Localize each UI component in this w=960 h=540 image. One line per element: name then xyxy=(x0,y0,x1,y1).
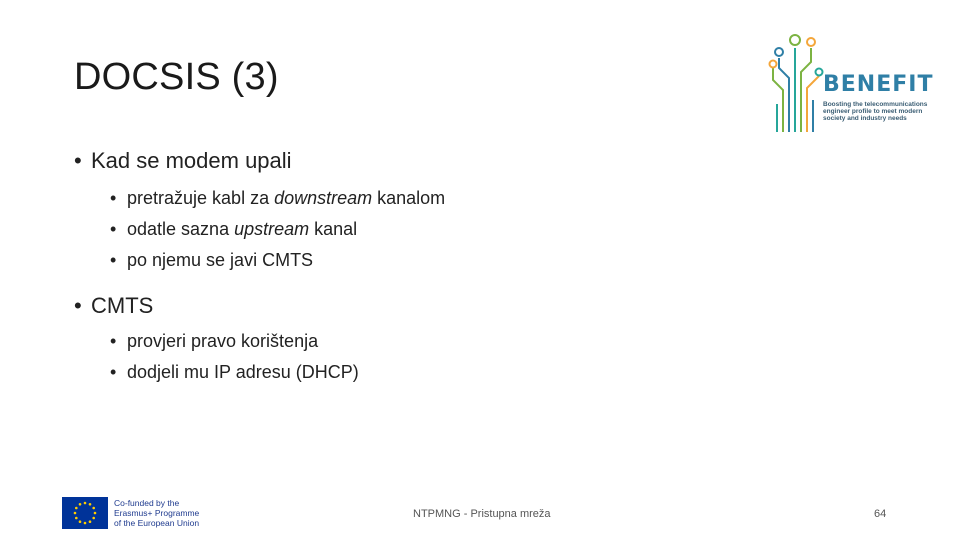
circuit-tree-icon xyxy=(765,28,825,132)
bullet-list xyxy=(74,148,774,391)
bullet-level2: • po njemu se javi CMTS xyxy=(74,248,774,279)
eu-badge-text: Co-funded by the Erasmus+ Programme of the European Union xyxy=(114,498,200,528)
bullet-level2: • pretražuje kabl za downstream kanalom xyxy=(74,186,774,217)
logo-wordmark: BENEFIT xyxy=(823,72,934,97)
bullet-level2: • provjeri pravo korištenja xyxy=(74,329,774,360)
bullet-level1: • Kad se modem upali xyxy=(74,148,774,176)
footer-text: NTPMNG - Pristupna mreža xyxy=(413,508,551,520)
bullet-level1: • CMTS xyxy=(74,293,774,321)
page-number: 64 xyxy=(874,508,887,520)
eu-flag-icon xyxy=(62,497,108,529)
slide-title: DOCSIS (3) xyxy=(74,56,279,98)
bullet-level2: • dodjeli mu IP adresu (DHCP) xyxy=(74,360,774,391)
benefit-logo xyxy=(765,28,945,132)
bullet-level2: • odatle sazna upstream kanal xyxy=(74,217,774,248)
eu-cofunded-badge xyxy=(62,495,237,533)
logo-tagline: Boosting the telecommunications engineer profile to meet modern society and industry needs xyxy=(823,101,928,122)
